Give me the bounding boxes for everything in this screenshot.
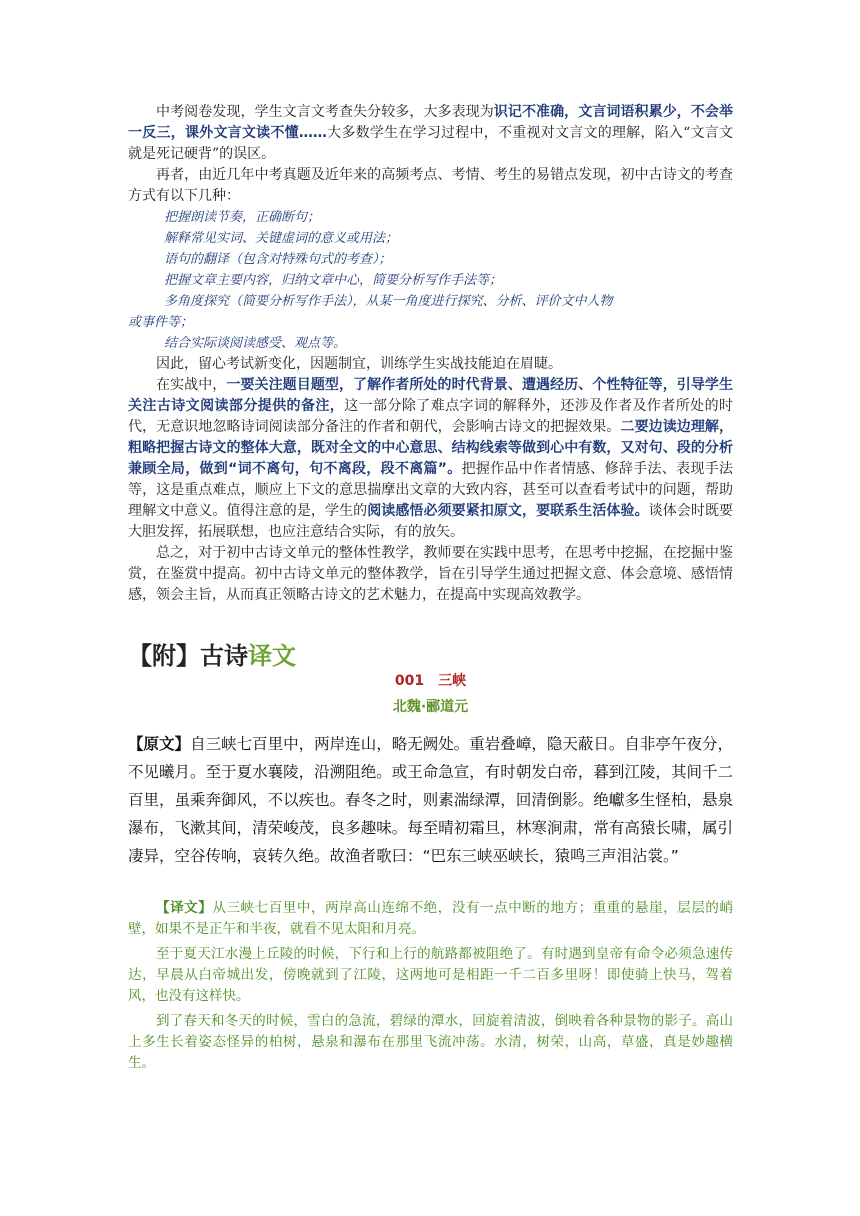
intro-section (128, 102, 733, 606)
emphasis-text: 一要关注题目题型，了解作者所处的时代背景、遭遇经历、个性特征等，引导学生关注古诗文阅读部分提供的备注， (128, 377, 733, 414)
intro-paragraph-5: 总之，对于初中古诗文单元的整体性教学，教师要在实践中思考，在思考中挖掘，在挖掘中鉴赏，在鉴赏中提高。初中古诗文单元的整体教学，旨在引导学生通过把握文意、体会意境、感悟情感，领会主旨，从而真正领略古诗文的艺术魅力，在提高中实现高效教学。 (128, 545, 733, 603)
exam-method-list (128, 207, 733, 354)
intro-paragraph-2: 再者，由近几年中考真题及近年来的高频考点、考情、考生的易错点发现，初中古诗文的考查方式有以下几种： (128, 167, 733, 204)
translation-paragraph-3: 到了春天和冬天的时候，雪白的急流，碧绿的潭水，回旋着清波，倒映着各种景物的影子。高山上多生长着姿态怪异的柏树，悬泉和瀑布在那里飞流冲荡。水清，树荣，山高，草盛，真是妙趣横生。 (128, 1013, 733, 1071)
original-text: 【原文】自三峡七百里中，两岸连山，略无阙处。重岩叠嶂，隐天蔽日。自非亭午夜分，不见曦月。至于夏水襄陵，沿溯阻绝。或王命急宣，有时朝发白帝，暮到江陵，其间千二百里，虽乘奔御风，不以疾也。春冬之时，则素湍绿潭，回清倒影。绝巘多生怪柏，悬泉瀑布，飞漱其间，清荣峻茂，良多趣味。每至晴初霜旦，林寒涧肃，常有高猿长啸，属引凄异，空谷传响，哀转久绝。故渔者歌曰：“巴东三峡巫峡长，猿鸣三声泪沾裳。” (128, 735, 733, 865)
intro-paragraph-1: 中考阅卷发现，学生文言文考查失分较多，大多表现为识记不准确，文言词语积累少，不会举一反三，课外文言文读不懂……大多数学生在学习过程中，不重视对文言文的理解，陷入“文言文就是死记硬背”的误区。 (128, 104, 734, 162)
translation-section (128, 898, 733, 1078)
appendix-heading: 【附】古诗译文 (128, 642, 296, 670)
intro-paragraph-4: 在实战中，一要关注题目题型，了解作者所处的时代背景、遭遇经历、个性特征等，引导学生关注古诗文阅读部分提供的备注，这一部分除了难点字词的解释外，还涉及作者及作者所处的时代，无意识地忽略诗词阅读部分备注的作者和朝代，会影响古诗文的把握效果。二要边读边理解，粗略把握古诗文的整体大意，既对全文的中心意思、结构线索等做到心中有数，又对句、段的分析兼顾全局，做到“词不离句，句不离段，段不离篇”。把握作品中作者情感、修辞手法、表现手法等，这是重点难点，顺应上下文的意思揣摩出文章的大致内容，甚至可以查看考试中的问题，帮助理解文中意义。值得注意的是，学生的阅读感悟必须要紧扣原文，要联系生活体验。谈体会时既要大胆发挥，拓展联想，也应注意结合实际，有的放矢。 (128, 377, 734, 540)
translation-label: 【译文】 (156, 900, 213, 916)
list-item: 结合实际谈阅读感受、观点等。 (164, 336, 347, 351)
list-item: 解释常见实词、关键虚词的意义或用法； (164, 231, 399, 246)
emphasis-text: 二要边读边理解，粗略把握古诗文的整体大意，既对全文的中心意思、结构线索等做到心中有数，又对句、段的分析兼顾全局，做到“词不离句，句不离段，段不离篇”。 (128, 419, 733, 477)
translation-paragraph-2: 至于夏天江水漫上丘陵的时候，下行和上行的航路都被阻绝了。有时遇到皇帝有命令必须急速传达，早晨从白帝城出发，傍晚就到了江陵，这两地可是相距一千二百多里呀！即使骑上快马，驾着风，也没有这样快。 (128, 946, 733, 1004)
emphasis-text: 阅读感悟必须要紧扣原文，要联系生活体验。 (367, 503, 649, 519)
list-item: 多角度探究（简要分析写作手法），从某一角度进行探究、分析、评价文中人物 (164, 294, 613, 309)
list-item: 或事件等； (128, 315, 194, 330)
poem-author: 北魏·郦道元 (392, 699, 469, 715)
emphasis-text: 识记不准确，文言词语积累少，不会举一反三，课外文言文读不懂…… (128, 104, 734, 141)
list-item: 把握朗读节奏，正确断句； (164, 210, 321, 225)
list-item: 把握文章主要内容，归纳文章中心，简要分析写作手法等； (164, 273, 503, 288)
original-label: 【原文】 (128, 735, 191, 753)
intro-paragraph-3: 因此，留心考试新变化，因题制宜，训练学生实战技能迫在眉睫。 (156, 356, 562, 372)
translation-paragraph-1: 【译文】从三峡七百里中，两岸高山连绵不绝，没有一点中断的地方；重重的悬崖，层层的峭壁，如果不是正午和半夜，就看不见太阳和月亮。 (128, 900, 734, 937)
list-item: 语句的翻译（包含对特殊句式的考查）； (164, 252, 392, 267)
poem-title: 001 三峡 (394, 673, 467, 689)
